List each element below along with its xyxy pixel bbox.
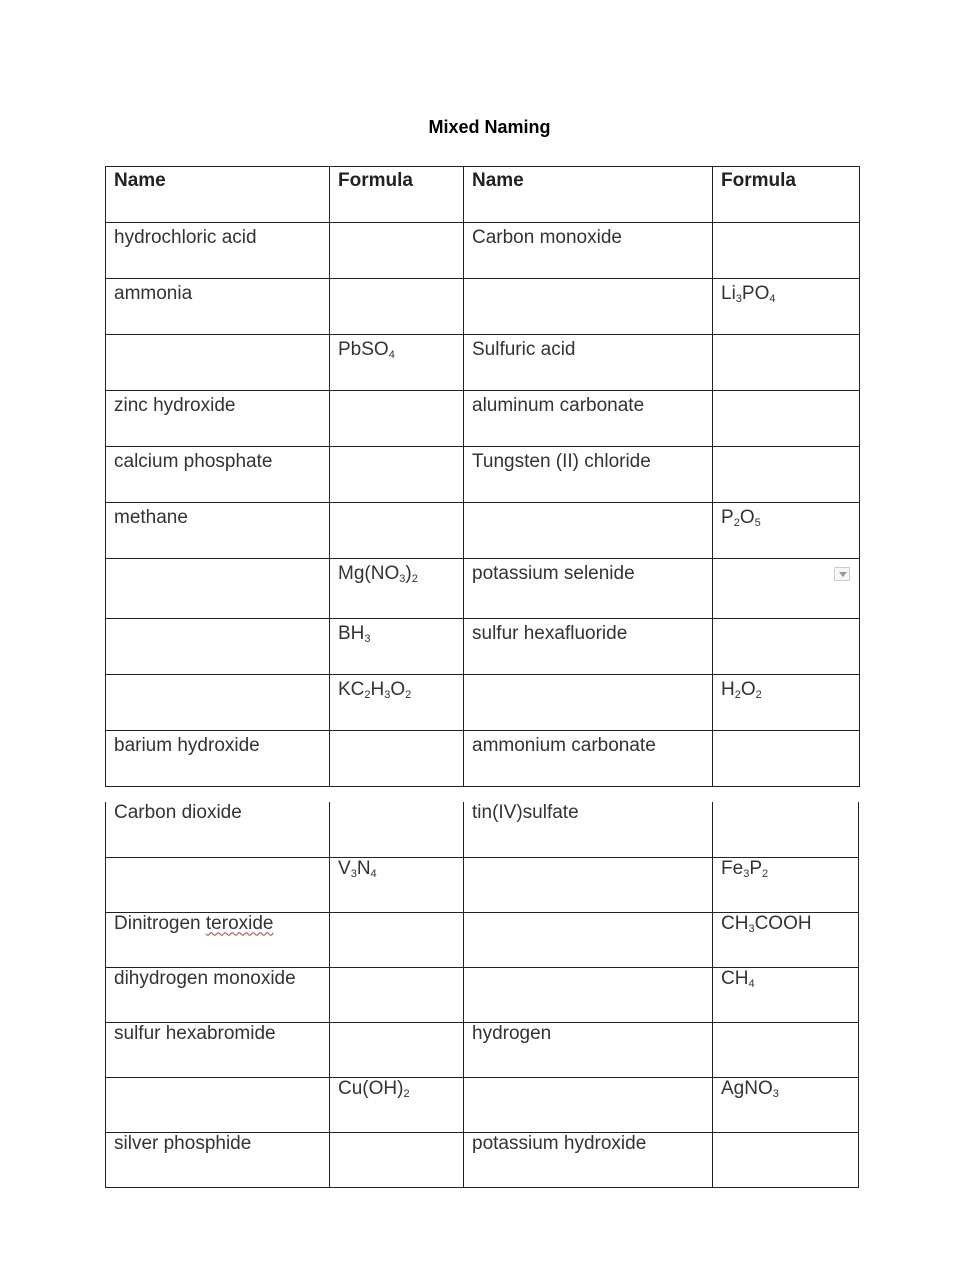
name-cell[interactable]: [106, 967, 330, 1022]
formula-cell[interactable]: [713, 1132, 859, 1187]
formula-cell[interactable]: [330, 802, 464, 857]
formula-text: $CH_3COOH$: [721, 912, 812, 935]
table-row: [106, 619, 860, 675]
table-row: [106, 447, 860, 503]
name-cell[interactable]: [106, 335, 330, 391]
header-formula-1: Formula: [330, 167, 464, 223]
formula-cell[interactable]: [713, 223, 860, 279]
name-text: silver phosphide: [114, 1132, 252, 1154]
header-name-1: Name: [106, 167, 330, 223]
formula-cell[interactable]: [713, 391, 860, 447]
name-text: sulfur hexabromide: [114, 1022, 276, 1044]
name-cell[interactable]: [464, 1077, 713, 1132]
name-text: dihydrogen monoxide: [114, 967, 296, 989]
formula-text: AgNO$_3$: [721, 1077, 779, 1100]
name-cell[interactable]: [464, 912, 713, 967]
formula-cell[interactable]: [713, 675, 860, 731]
formula-cell[interactable]: [330, 619, 464, 675]
formula-cell[interactable]: [330, 731, 464, 787]
name-text: Carbon dioxide: [114, 802, 242, 823]
name-cell[interactable]: [464, 503, 713, 559]
formula-cell[interactable]: [713, 279, 860, 335]
formula-cell[interactable]: [713, 912, 859, 967]
name-text: ammonium carbonate: [472, 735, 656, 756]
name-text: hydrogen: [472, 1022, 552, 1044]
page-title: Mixed Naming: [428, 117, 551, 137]
name-cell[interactable]: [106, 675, 330, 731]
name-text: barium hydroxide: [114, 735, 260, 756]
name-text: hydrochloric acid: [114, 227, 257, 248]
name-cell[interactable]: [106, 223, 330, 279]
formula-text: $CH_4$: [721, 967, 755, 990]
name-cell[interactable]: [464, 857, 713, 912]
name-cell[interactable]: [106, 559, 330, 619]
formula-text: $Cu(OH)_2$: [338, 1077, 410, 1100]
header-formula-2: Formula: [713, 167, 860, 223]
name-cell[interactable]: [464, 675, 713, 731]
formula-cell[interactable]: [330, 912, 464, 967]
formula-cell[interactable]: [330, 447, 464, 503]
name-cell[interactable]: [106, 731, 330, 787]
formula-cell[interactable]: [330, 675, 464, 731]
name-cell[interactable]: [464, 391, 713, 447]
name-cell[interactable]: [106, 619, 330, 675]
name-cell[interactable]: [464, 223, 713, 279]
formula-cell[interactable]: [713, 447, 860, 503]
name-text: sulfur hexafluoride: [472, 623, 628, 644]
name-cell[interactable]: [106, 279, 330, 335]
spellcheck-underline: teroxide: [205, 912, 274, 934]
formula-cell[interactable]: [713, 335, 860, 391]
name-text: Carbon monoxide: [472, 227, 622, 248]
name-text: aluminum carbonate: [472, 395, 645, 416]
formula-cell[interactable]: [713, 619, 860, 675]
naming-table-bottom: [105, 802, 859, 1188]
formula-cell[interactable]: [330, 279, 464, 335]
dropdown-arrow-icon[interactable]: [834, 567, 850, 581]
formula-cell[interactable]: [713, 503, 860, 559]
formula-cell[interactable]: [330, 1022, 464, 1077]
formula-cell[interactable]: [713, 802, 859, 857]
formula-cell[interactable]: [330, 503, 464, 559]
table-row: [106, 1132, 859, 1187]
formula-cell[interactable]: [713, 967, 859, 1022]
name-text: Sulfuric acid: [472, 339, 576, 360]
name-cell[interactable]: [464, 447, 713, 503]
name-cell[interactable]: [106, 447, 330, 503]
name-text: potassium selenide: [472, 563, 635, 584]
name-text: Dinitrogen teroxide: [114, 912, 274, 934]
formula-cell[interactable]: [330, 335, 464, 391]
formula-cell[interactable]: [330, 559, 464, 619]
formula-cell[interactable]: [713, 857, 859, 912]
name-cell[interactable]: [464, 731, 713, 787]
name-cell[interactable]: [464, 335, 713, 391]
name-cell[interactable]: [464, 1132, 713, 1187]
name-cell[interactable]: [106, 912, 330, 967]
name-text: tin(IV)sulfate: [472, 802, 579, 823]
table-row: [106, 503, 860, 559]
formula-cell[interactable]: [330, 391, 464, 447]
formula-text: $BH_3$: [338, 623, 371, 645]
formula-cell[interactable]: [330, 223, 464, 279]
name-cell[interactable]: [464, 802, 713, 857]
name-cell[interactable]: [464, 967, 713, 1022]
name-text: ammonia: [114, 283, 193, 304]
formula-cell[interactable]: [330, 967, 464, 1022]
formula-text: $H_2O_2$: [721, 679, 762, 701]
name-cell[interactable]: [106, 391, 330, 447]
name-text: calcium phosphate: [114, 451, 273, 472]
name-cell[interactable]: [106, 802, 330, 857]
formula-cell[interactable]: [330, 1077, 464, 1132]
name-cell[interactable]: [464, 619, 713, 675]
name-cell[interactable]: [106, 1132, 330, 1187]
table-row: [106, 559, 860, 619]
formula-text: $Mg(NO_3)_2$: [338, 563, 418, 585]
name-cell[interactable]: [464, 1022, 713, 1077]
formula-cell[interactable]: [713, 1022, 859, 1077]
name-cell[interactable]: [106, 857, 330, 912]
table-row: [106, 802, 859, 857]
formula-text: $P_2O_5$: [721, 507, 761, 529]
table-row: [106, 335, 860, 391]
formula-text: $Fe_3P_2$: [721, 857, 769, 880]
formula-cell[interactable]: [330, 857, 464, 912]
formula-text: $KC_2H_3O_2$: [338, 679, 412, 701]
formula-text: $Li_3PO_4$: [721, 283, 776, 305]
table-row: [106, 223, 860, 279]
name-cell[interactable]: [106, 1077, 330, 1132]
header-name-2: Name: [464, 167, 713, 223]
formula-text: $V_3N_4$: [338, 857, 377, 880]
name-cell[interactable]: [464, 279, 713, 335]
table-row: [106, 857, 859, 912]
name-cell[interactable]: [106, 1022, 330, 1077]
table-row: [106, 1022, 859, 1077]
name-cell[interactable]: [106, 503, 330, 559]
formula-text: PbSO$_4$: [338, 339, 395, 361]
formula-cell[interactable]: [713, 731, 860, 787]
table-row: [106, 391, 860, 447]
name-cell[interactable]: [464, 559, 713, 619]
name-text: Tungsten (II) chloride: [472, 451, 651, 472]
table-row: [106, 675, 860, 731]
formula-cell[interactable]: [330, 1132, 464, 1187]
table-row: [106, 731, 860, 787]
naming-table-top: [105, 166, 860, 787]
table-row: [106, 1077, 859, 1132]
table-row: [106, 279, 860, 335]
name-text: methane: [114, 507, 188, 528]
name-text: potassium hydroxide: [472, 1132, 647, 1154]
table-row: [106, 967, 859, 1022]
name-text: zinc hydroxide: [114, 395, 236, 416]
formula-cell[interactable]: [713, 559, 860, 619]
formula-cell[interactable]: [713, 1077, 859, 1132]
table-row: [106, 912, 859, 967]
